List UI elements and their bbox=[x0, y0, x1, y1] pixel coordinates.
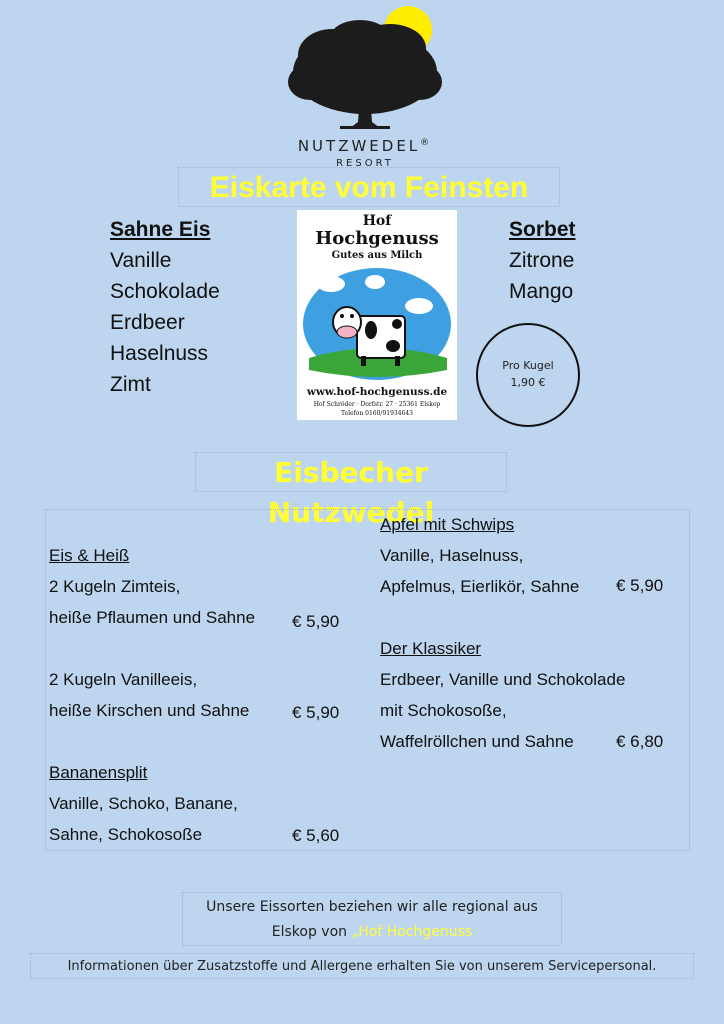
flavor-item: Zitrone bbox=[509, 249, 575, 272]
becher-line: Apfelmus, Eierlikör, Sahne bbox=[380, 577, 580, 596]
becher-name: Apfel mit Schwips bbox=[380, 515, 515, 534]
flavor-item: Haselnuss bbox=[110, 342, 209, 365]
becher-price: € 6,80 bbox=[616, 732, 664, 751]
brand-name: NUTZWEDEL® bbox=[297, 137, 433, 155]
sahne-eis-heading: Sahne Eis bbox=[110, 218, 211, 241]
hof-line2: Hochgenuss bbox=[315, 228, 439, 249]
flavor-item: Mango bbox=[509, 280, 574, 303]
becher-price: € 5,60 bbox=[292, 826, 340, 845]
hof-phone: Telefon 0160/91934643 bbox=[341, 410, 413, 417]
becher-name: Der Klassiker bbox=[380, 639, 482, 658]
cow-illustration-icon bbox=[301, 266, 453, 384]
flavor-item: Zimt bbox=[110, 373, 151, 396]
becher-line: 2 Kugeln Vanilleeis, bbox=[49, 670, 198, 689]
becher-line: heiße Kirschen und Sahne bbox=[49, 701, 250, 720]
sahne-eis-list bbox=[110, 214, 260, 400]
becher-name: Eis & Heiß bbox=[49, 546, 130, 565]
price-label: Pro Kugel bbox=[502, 359, 554, 372]
regional-note bbox=[182, 892, 562, 946]
becher-line: mit Schokosoße, bbox=[380, 701, 507, 720]
becher-right-column bbox=[380, 509, 680, 757]
becher-price: € 5,90 bbox=[292, 703, 340, 722]
becher-line: 2 Kugeln Zimteis, bbox=[49, 577, 181, 596]
price-per-scoop-badge bbox=[476, 323, 580, 427]
flavor-item: Schokolade bbox=[110, 280, 220, 303]
regional-line2: Elskop von „Hof Hochgenuss bbox=[271, 924, 473, 940]
hof-url: www.hof-hochgenuss.de bbox=[306, 386, 448, 398]
allergen-note: Informationen über Zusatzstoffe und Allergene erhalten Sie von unserem Servicepersonal. bbox=[30, 953, 694, 979]
section-title: Eisbecher Nutzwedel bbox=[195, 452, 507, 492]
brand-sub: RESORT bbox=[336, 158, 394, 169]
becher-line: Sahne, Schokosoße bbox=[49, 825, 203, 844]
regional-line1: Unsere Eissorten beziehen wir alle regional aus bbox=[206, 899, 538, 915]
sorbet-list bbox=[509, 214, 619, 307]
flavor-item: Vanille bbox=[110, 249, 172, 272]
becher-line: Waffelröllchen und Sahne bbox=[380, 732, 574, 751]
price-value: 1,90 € bbox=[510, 376, 546, 389]
hof-address: Hof Schröder · Dorfstr. 27 · 25361 Elskop bbox=[313, 401, 441, 408]
sorbet-heading: Sorbet bbox=[509, 218, 576, 241]
flavor-item: Erdbeer bbox=[110, 311, 185, 334]
becher-name: Bananensplit bbox=[49, 763, 148, 782]
becher-line: Vanille, Schoko, Banane, bbox=[49, 794, 238, 813]
spacer bbox=[49, 726, 289, 757]
hof-line1: Hof bbox=[362, 213, 392, 229]
becher-line: Vanille, Haselnuss, bbox=[380, 546, 524, 565]
page-title: Eiskarte vom Feinsten bbox=[178, 167, 560, 207]
hof-tagline: Gutes aus Milch bbox=[331, 250, 423, 261]
becher-line: heiße Pflaumen und Sahne bbox=[49, 608, 256, 627]
hof-hochgenuss-logo bbox=[297, 210, 457, 420]
hof-highlight: „Hof Hochgenuss bbox=[351, 924, 473, 940]
spacer bbox=[49, 633, 289, 664]
becher-price: € 5,90 bbox=[616, 576, 664, 595]
spacer bbox=[380, 602, 680, 633]
becher-line: Erdbeer, Vanille und Schokolade bbox=[380, 670, 626, 689]
becher-price: € 5,90 bbox=[292, 612, 340, 631]
becher-left-column bbox=[49, 540, 289, 850]
